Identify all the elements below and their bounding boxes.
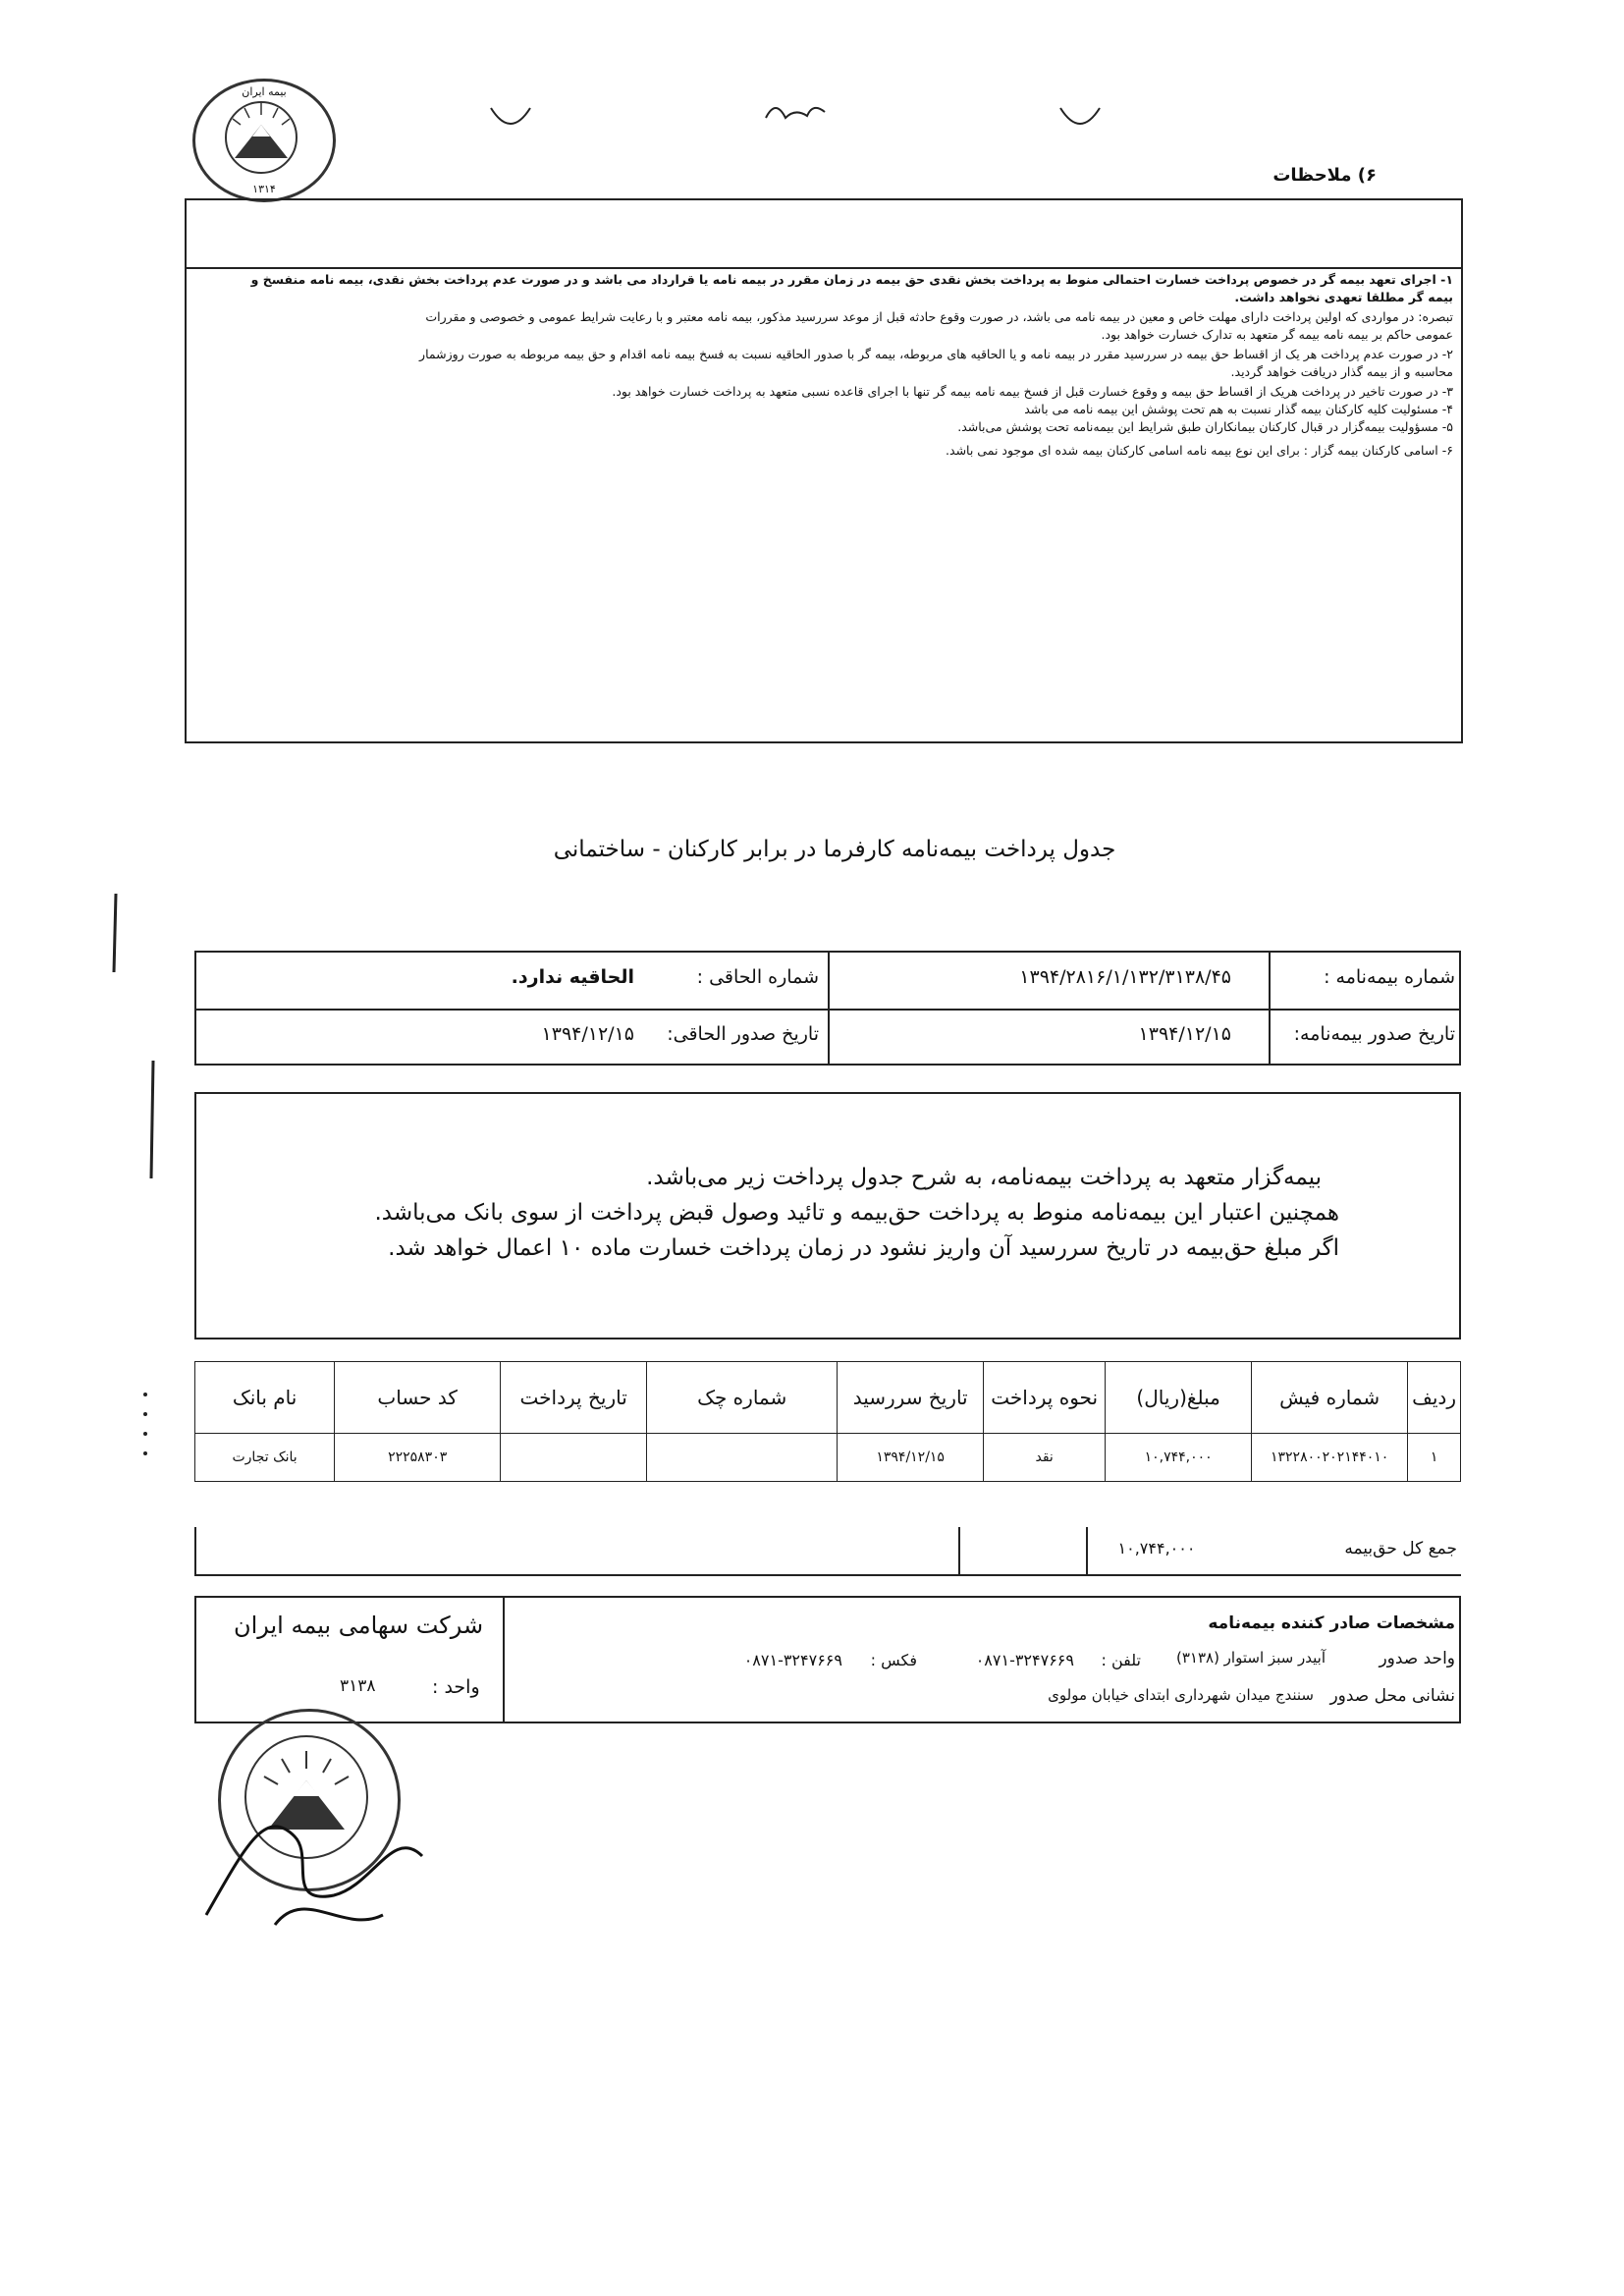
policy-info-col-divider (1269, 953, 1271, 1064)
issuer-unit-value: آبیدر سبز استوار (۳۱۳۸) (1175, 1649, 1326, 1667)
col-header-bank-name: نام بانک (195, 1362, 335, 1434)
margin-marks-icon (98, 884, 167, 1522)
issuer-address-value: سنندج میدان شهرداری ابتدای خیابان مولوی (1048, 1686, 1314, 1704)
issuer-title: مشخصات صادر کننده بیمه‌نامه (1208, 1613, 1455, 1633)
cell-amount: ۱۰,۷۴۴,۰۰۰ (1106, 1434, 1252, 1482)
issuer-phone-value: ۰۸۷۱-۳۲۴۷۶۶۹ (975, 1651, 1074, 1669)
policy-issue-date-value: ۱۳۹۴/۱۲/۱۵ (1138, 1023, 1231, 1045)
cell-row-number: ۱ (1408, 1434, 1461, 1482)
logo-year: ۱۳۱۴ (252, 183, 276, 195)
note-line: ۱- اجرای تعهد بیمه گر در خصوص پرداخت خسارت احتمالی منوط به پرداخت بخش نقدی حق بیمه در زمان مقرر در بیمه نامه یا قرارداد می باشد و در صورت عدم پرداخت بخش نقدی، بیمه نامه منفسخ و (250, 272, 1453, 287)
total-row-divider (958, 1527, 960, 1574)
endorsement-issue-date-value: ۱۳۹۴/۱۲/۱۵ (541, 1023, 634, 1045)
notes-box (185, 198, 1463, 743)
stamp-company-name: شرکت سهامی بیمه ایران (233, 1612, 484, 1639)
stamp-unit-value: ۳۱۳۸ (340, 1676, 376, 1696)
schedule-title: جدول پرداخت بیمه‌نامه کارفرما در برابر کارکنان - ساختمانی (553, 837, 1116, 862)
cell-payment-date (501, 1434, 647, 1482)
issuer-address-label: نشانی محل صدور (1329, 1686, 1455, 1706)
col-header-amount: مبلغ(ریال) (1106, 1362, 1252, 1434)
endorsement-number-value: الحاقیه ندارد. (511, 966, 634, 988)
issuer-unit-label: واحد صدور (1379, 1649, 1455, 1668)
total-label: جمع کل حق‌بیمه (1344, 1539, 1457, 1558)
col-header-row-number: ردیف (1408, 1362, 1461, 1434)
col-header-check-number: شماره چک (647, 1362, 838, 1434)
note-line: محاسبه و از بیمه گذار دریافت خواهد گردید. (1230, 364, 1453, 379)
notes-box-divider (187, 267, 1461, 269)
cell-bank-name: بانک تجارت (195, 1434, 335, 1482)
total-value: ۱۰,۷۴۴,۰۰۰ (1117, 1539, 1196, 1558)
note-line: ۴- مسئولیت کلیه کارکنان بیمه گذار نسبت به هم تحت پوشش این بیمه نامه می باشد (1024, 402, 1453, 416)
total-row (194, 1527, 1461, 1576)
cell-payment-method: نقد (984, 1434, 1106, 1482)
commitment-line-3: اگر مبلغ حق‌بیمه در تاریخ سررسید آن واریز نشود در زمان پرداخت خسارت ماده ۱۰ اعمال خواهد شد. (388, 1235, 1339, 1261)
endorsement-number-label: شماره الحاقی : (696, 966, 819, 988)
note-line: ۶- اسامی کارکنان بیمه گزار : برای این نوع بیمه نامه اسامی کارکنان بیمه شده ای موجود نمی باشد. (946, 443, 1453, 458)
col-header-account-code: کد حساب (335, 1362, 501, 1434)
policy-issue-date-label: تاریخ صدور بیمه‌نامه: (1293, 1023, 1455, 1045)
commitment-line-1: بیمه‌گزار متعهد به پرداخت بیمه‌نامه، به شرح جدول پرداخت زیر می‌باشد. (646, 1165, 1322, 1190)
cell-check-number (647, 1434, 838, 1482)
policy-info-table (194, 951, 1461, 1066)
commitment-box (194, 1092, 1461, 1339)
payment-table (194, 1361, 1461, 1482)
total-row-divider (194, 1527, 196, 1574)
issuer-fax-value: ۰۸۷۱-۳۲۴۷۶۶۹ (743, 1651, 842, 1669)
note-line: ۳- در صورت تاخیر در پرداخت هریک از اقساط حق بیمه و وقوع خسارت قبل از فسخ بیمه نامه بیمه گر تنها با اجرای قاعده نسبی متعهد به پرداخت خسارت خواهد بود. (612, 384, 1453, 399)
logo-text: بیمه ایران (242, 85, 287, 98)
issuer-fax-label: فکس : (870, 1651, 917, 1669)
stamp-unit-label: واحد : (432, 1676, 480, 1698)
col-header-receipt-number: شماره فیش (1252, 1362, 1408, 1434)
signature-icon (187, 1768, 442, 1964)
policy-info-col-divider (828, 953, 830, 1064)
note-line: تبصره: در مواردی که اولین پرداخت دارای مهلت خاص و معین در بیمه نامه می باشد، در صورت وقوع حادثه قبل از موعد سررسید مذکور، بیمه نامه معتبر و با رعایت شرایط عمومی و خصوصی و مقررات (425, 309, 1453, 324)
note-line: بیمه گر مطلقا تعهدی نخواهد داشت. (1234, 290, 1453, 304)
note-line: ۲- در صورت عدم پرداخت هر یک از اقساط حق بیمه در سررسید مقرر در بیمه نامه و یا الحاقیه های مربوطه، بیمه گر با صدور الحاقیه نسبت به فسخ بیمه نامه اقدام و حق بیمه مربوطه به صورت روزشمار (419, 347, 1453, 361)
issuer-box-divider (503, 1598, 505, 1722)
mountain-logo-icon (195, 82, 327, 193)
col-header-payment-date: تاریخ پرداخت (501, 1362, 647, 1434)
policy-number-label: شماره بیمه‌نامه : (1324, 966, 1455, 988)
notes-section-title: ۶) ملاحظات (1272, 165, 1377, 186)
notes-list (194, 271, 1453, 517)
cell-receipt-number: ۱۳۲۲۸۰۰۲۰۲۱۴۴۰۱۰ (1252, 1434, 1408, 1482)
policy-number-value: ۱۳۹۴/۲۸۱۶/۱/۱۳۲/۳۱۳۸/۴۵ (1019, 966, 1231, 988)
endorsement-issue-date-label: تاریخ صدور الحاقی: (667, 1023, 819, 1045)
table-row (195, 1434, 1461, 1482)
header-marks-icon (481, 79, 1110, 147)
note-line: عمومی حاکم بر بیمه نامه بیمه گر متعهد به تدارک خسارت خواهد بود. (1101, 327, 1453, 342)
commitment-line-2: همچنین اعتبار این بیمه‌نامه منوط به پرداخت حق‌بیمه و تائید وصول قبض پرداخت از سوی بانک می‌باشد. (374, 1200, 1339, 1226)
company-logo-seal (192, 79, 336, 202)
issuer-phone-label: تلفن : (1101, 1651, 1141, 1669)
col-header-payment-method: نحوه پرداخت (984, 1362, 1106, 1434)
col-header-due-date: تاریخ سررسید (838, 1362, 984, 1434)
cell-account-code: ۲۲۲۵۸۳۰۳ (335, 1434, 501, 1482)
issuer-box (194, 1596, 1461, 1723)
payment-table-header-row (195, 1362, 1461, 1434)
note-line: ۵- مسؤولیت بیمه‌گزار در قبال کارکنان بیمانکاران طبق شرایط این بیمه‌نامه تحت پوشش می‌باشد. (957, 419, 1453, 434)
cell-due-date: ۱۳۹۴/۱۲/۱۵ (838, 1434, 984, 1482)
